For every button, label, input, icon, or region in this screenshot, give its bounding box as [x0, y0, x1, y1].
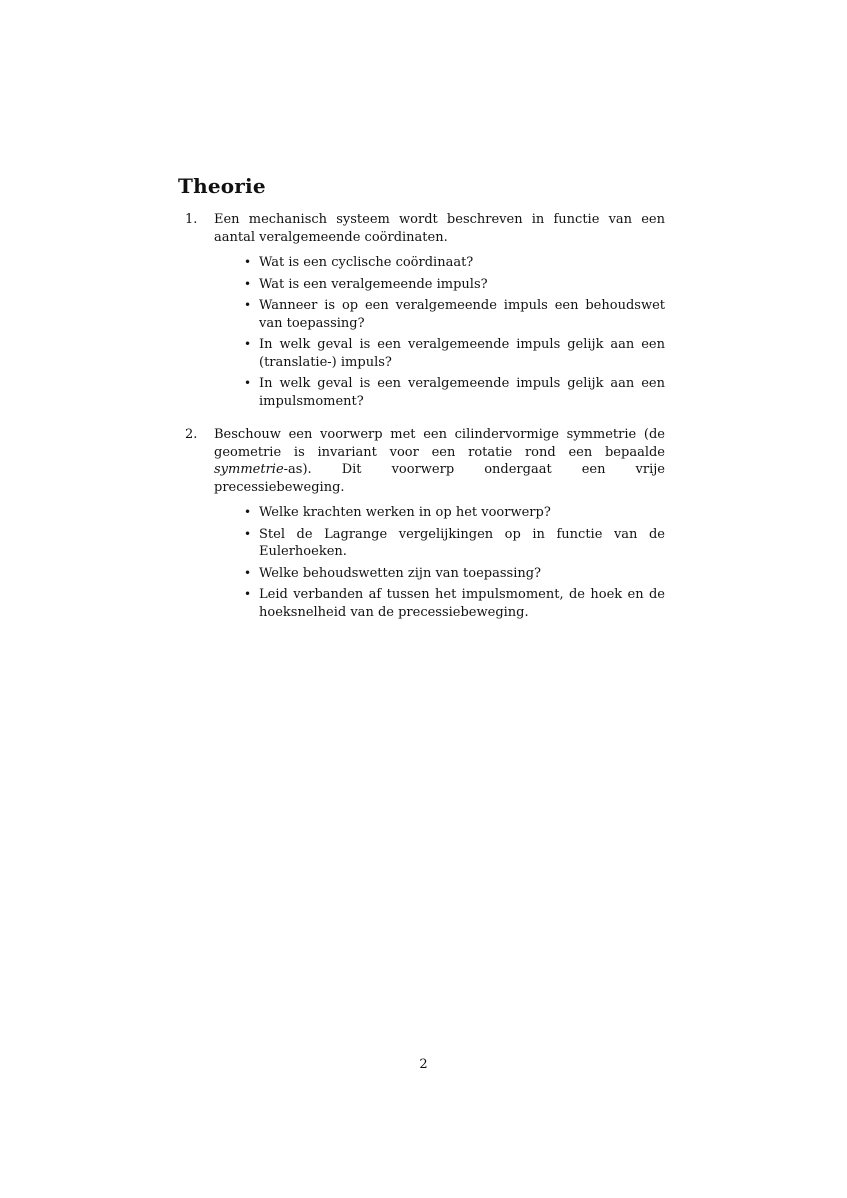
question-number: 1.	[185, 212, 198, 227]
question-text-part: -as). Dit voorwerp ondergaat een vrije precessiebeweging.	[214, 462, 665, 495]
sub-question	[244, 565, 665, 583]
sub-question-text: Wat is een veralgemeende impuls?	[259, 276, 488, 292]
sub-question	[244, 526, 665, 561]
bullet-icon: •	[244, 587, 252, 601]
question-list	[185, 211, 665, 637]
question-number: 2.	[185, 427, 198, 442]
bullet-icon: •	[244, 298, 252, 312]
bullet-icon: •	[244, 565, 252, 580]
sub-question-text: Leid verbanden af tussen het impulsmoment, de hoek en de hoeksnelheid van de precessiebeweging.	[259, 587, 665, 620]
page-number: 2	[419, 1057, 428, 1072]
sub-question	[244, 504, 665, 522]
sub-question-list	[214, 504, 665, 621]
section-heading: Theorie	[178, 174, 266, 198]
question-item	[185, 426, 665, 631]
bullet-icon: •	[244, 337, 252, 351]
bullet-icon: •	[244, 505, 252, 519]
question-item	[185, 211, 665, 420]
emphasized-term: symmetrie	[214, 462, 284, 477]
sub-question-text: Stel de Lagrange vergelijkingen op in functie van de Eulerhoeken.	[259, 526, 665, 559]
sub-question-text: Welke behoudswetten zijn van toepassing?	[259, 565, 542, 581]
bullet-icon: •	[244, 526, 252, 541]
sub-question-text: In welk geval is een veralgemeende impuls gelijk aan een impulsmoment?	[259, 376, 665, 409]
sub-question	[244, 586, 665, 621]
sub-question-text: Welke krachten werken in op het voorwerp?	[259, 505, 551, 520]
question-body	[214, 426, 665, 631]
sub-question	[244, 254, 665, 272]
sub-question-list	[214, 254, 665, 410]
bullet-icon: •	[244, 255, 252, 269]
bullet-icon: •	[244, 276, 252, 291]
sub-question	[244, 276, 665, 294]
question-text	[214, 426, 665, 496]
bullet-icon: •	[244, 376, 252, 390]
sub-question	[244, 297, 665, 332]
sub-question	[244, 336, 665, 371]
question-body	[214, 211, 665, 420]
sub-question-text: Wat is een cyclische coördinaat?	[259, 255, 474, 270]
sub-question-text: Wanneer is op een veralgemeende impuls een behoudswet van toepassing?	[259, 298, 665, 331]
question-text-part: Beschouw een voorwerp met een cilindervormige symmetrie (de geometrie is invariant voor een rotatie rond een bepaalde	[214, 427, 665, 460]
question-text: Een mechanisch systeem wordt beschreven in functie van een aantal veralgemeende coördinaten.	[214, 212, 665, 245]
sub-question-text: In welk geval is een veralgemeende impuls gelijk aan een (translatie-) impuls?	[259, 337, 665, 370]
sub-question	[244, 375, 665, 410]
